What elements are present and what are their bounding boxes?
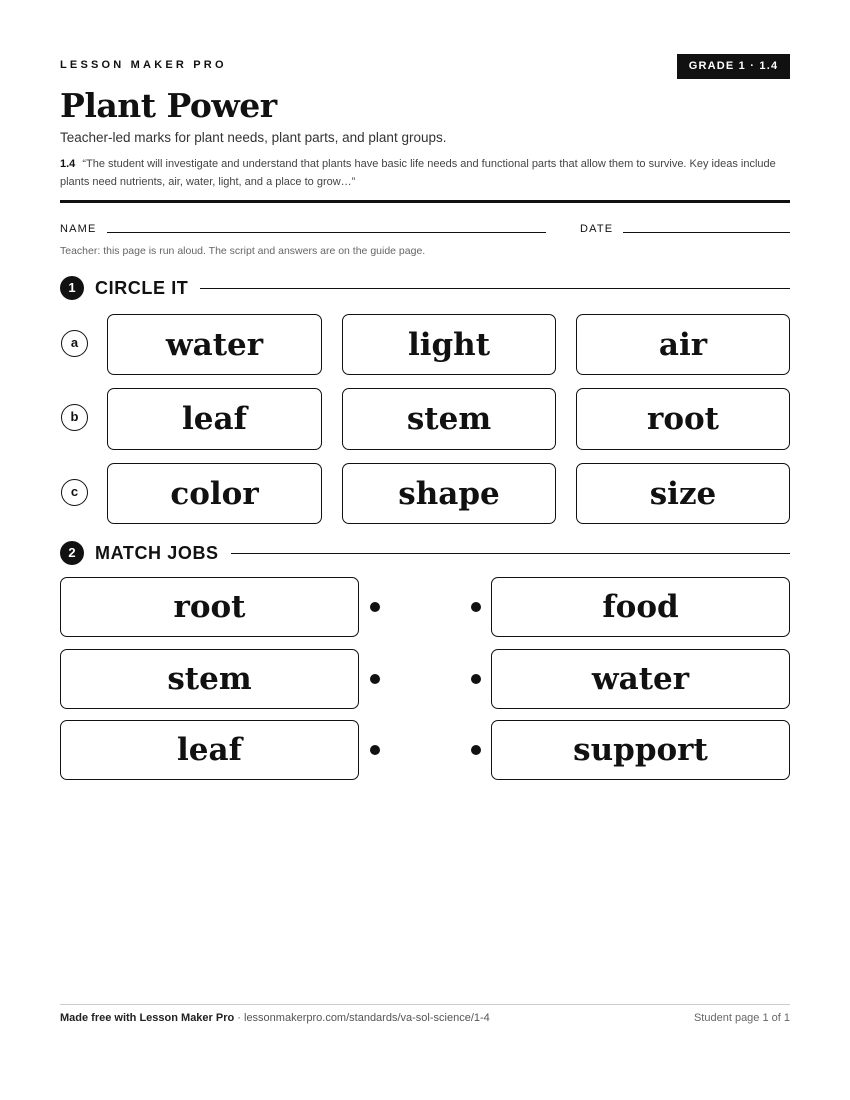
footer-separator: · [234, 1012, 244, 1024]
word-option[interactable]: stem [342, 388, 556, 450]
match-right-item[interactable]: water [491, 649, 790, 709]
match-left-item[interactable]: leaf [60, 720, 359, 780]
page-number: Student page 1 of 1 [693, 1012, 790, 1024]
section-number: 2 [60, 541, 84, 565]
word-option[interactable]: root [576, 388, 790, 450]
standard-description [60, 156, 790, 191]
word-option[interactable]: water [107, 314, 322, 375]
page-subtitle: Teacher-led marks for plant needs, plant parts, and plant groups. [60, 130, 447, 145]
match-right-item[interactable]: food [491, 577, 790, 637]
row-letter-b: b [61, 404, 88, 431]
match-right-item[interactable]: support [491, 720, 790, 780]
name-label: NAME [60, 223, 97, 235]
row-letter-a: a [61, 330, 88, 357]
section-circle-it-header [60, 276, 790, 300]
word-option[interactable]: size [576, 463, 790, 524]
match-dot-right[interactable] [471, 745, 481, 755]
standard-code: 1.4 [60, 158, 76, 170]
word-option[interactable]: air [576, 314, 790, 375]
footer-credit [60, 1012, 490, 1024]
section-rule [200, 288, 790, 289]
footer-made-with: Made free with Lesson Maker Pro [60, 1012, 235, 1024]
match-dot-left[interactable] [370, 745, 380, 755]
footer-url[interactable]: lessonmakerpro.com/standards/va-sol-science/1-4 [244, 1012, 490, 1024]
section-rule [231, 553, 790, 554]
word-option[interactable]: shape [342, 463, 556, 524]
date-label: DATE [580, 223, 614, 235]
word-option[interactable]: light [342, 314, 556, 375]
header-divider [60, 200, 790, 203]
row-letter-c: c [61, 479, 88, 506]
word-option[interactable]: leaf [107, 388, 322, 450]
section-match-jobs-header [60, 541, 790, 565]
match-dot-right[interactable] [471, 674, 481, 684]
section-number: 1 [60, 276, 84, 300]
match-left-item[interactable]: stem [60, 649, 359, 709]
brand-name: LESSON MAKER PRO [60, 59, 227, 71]
section-title: CIRCLE IT [95, 277, 189, 298]
grade-badge: GRADE 1 · 1.4 [677, 54, 790, 79]
teacher-note: Teacher: this page is run aloud. The script and answers are on the guide page. [60, 245, 426, 257]
match-dot-left[interactable] [370, 674, 380, 684]
date-field[interactable] [623, 232, 790, 233]
name-field[interactable] [107, 232, 546, 233]
page-title: Plant Power [60, 86, 277, 125]
footer-divider [60, 1004, 790, 1005]
section-title: MATCH JOBS [95, 542, 219, 563]
match-left-item[interactable]: root [60, 577, 359, 637]
match-dot-right[interactable] [471, 602, 481, 612]
match-dot-left[interactable] [370, 602, 380, 612]
word-option[interactable]: color [107, 463, 322, 524]
standard-text: “The student will investigate and understand that plants have basic life needs and functional parts that allow them to survive. Key ideas include plants need nutrients, air, water, light, and a place to grow…” [60, 158, 776, 188]
